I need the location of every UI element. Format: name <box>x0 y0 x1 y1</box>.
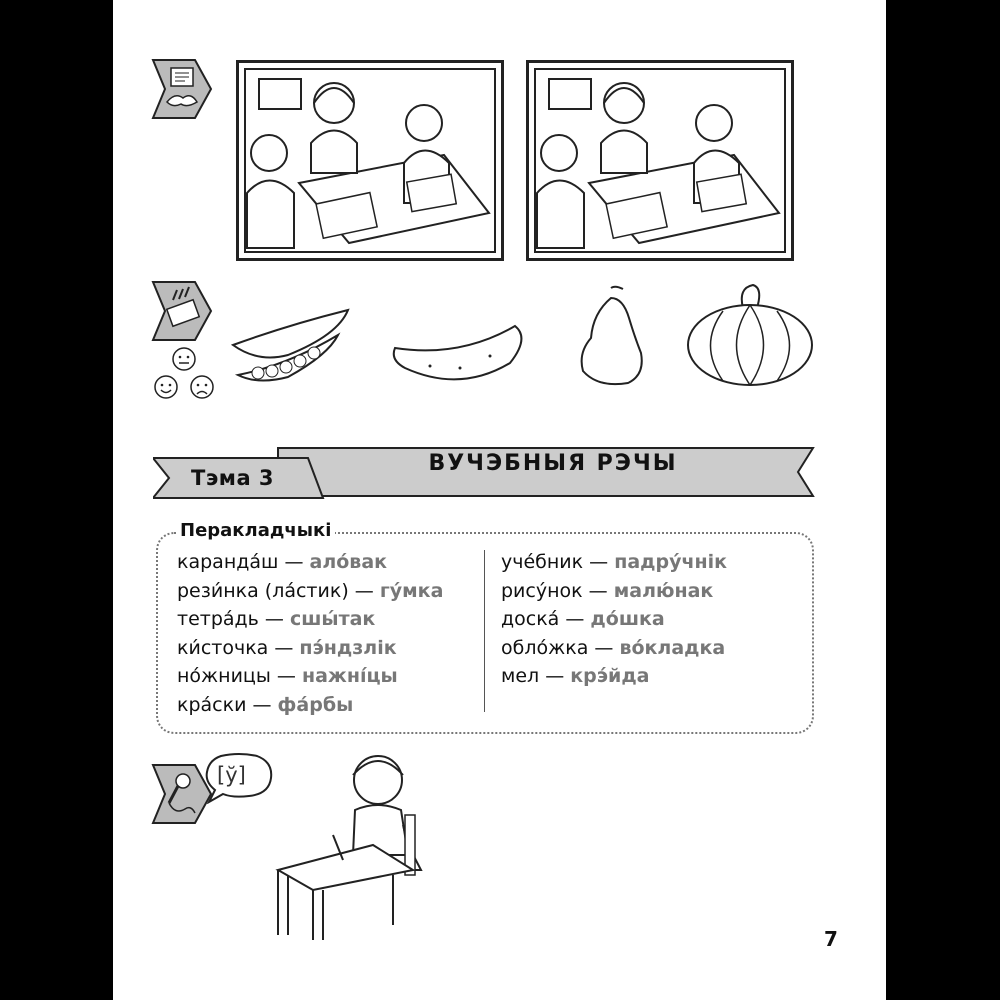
pumpkin-image <box>683 283 818 388</box>
vocab-row: мел — крэ́йда <box>501 665 650 688</box>
vocab-row: уче́бник — падру́чнік <box>501 551 728 573</box>
pencil-case-icon <box>151 280 213 342</box>
vocabulary-right-column <box>501 548 727 691</box>
vocab-row: но́жницы — нажні́цы <box>177 665 398 688</box>
cucumber-image <box>390 318 530 388</box>
boy-at-desk-image <box>273 745 543 945</box>
smiley-faces-icon <box>151 345 221 407</box>
vocab-row: кра́ски — фа́рбы <box>177 693 354 716</box>
scene-children-drawing-right <box>526 60 794 261</box>
pear-image <box>573 283 648 388</box>
pea-pod-image <box>228 305 358 385</box>
topic-label: Тэма 3 <box>191 466 275 490</box>
scene-children-drawing-left <box>236 60 504 261</box>
vocab-row: рису́нок — малю́нак <box>501 579 714 602</box>
vocabulary-heading: Перакладчыкі <box>176 520 335 541</box>
vocab-row: ки́сточка — пэ́ндзлік <box>177 636 397 659</box>
page-number: 7 <box>824 927 838 951</box>
vocab-row: обло́жка — во́кладка <box>501 636 726 659</box>
workbook-page <box>113 0 886 1000</box>
sound-label: [ў] <box>217 763 246 787</box>
vocab-row: доска́ — до́шка <box>501 608 665 631</box>
column-divider <box>484 550 485 712</box>
vocab-row: тетра́дь — сшы́так <box>177 608 376 631</box>
vocabulary-left-column <box>177 548 443 720</box>
handshake-document-icon <box>151 58 213 120</box>
vocab-row: каранда́ш — ало́вак <box>177 551 388 573</box>
vocab-row: рези́нка (ла́стик) — гу́мка <box>177 579 444 602</box>
topic-title: ВУЧЭБНЫЯ РЭЧЫ <box>428 451 678 476</box>
